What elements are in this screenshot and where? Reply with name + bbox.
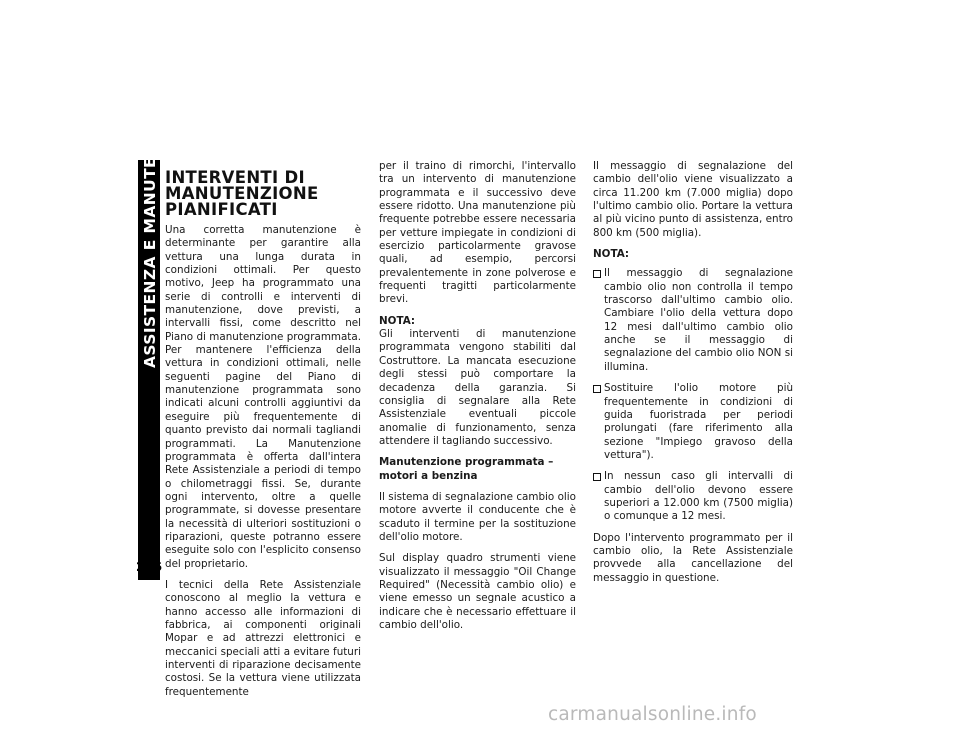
- intro-paragraph: Una corretta manutenzione è determinante per garantire alla vettura una lunga durata in condizioni ottimali. Per questo motivo, Jeep ha programmato una serie di controlli e interventi di manutenzione, dove previsti, a intervalli fissi, come descritto nel Piano di manutenzione programmata. Per mantenere l'efficienza della vettura in condizioni ottimali, nelle seguenti pagine del Piano di manutenzione programmata sono indicati alcuni controlli aggiuntivi da eseguire più frequentemente di quanto previsto dai normali tagliandi programmati. La Manutenzione programmata è offerta dall'intera Rete Assistenziale a periodi di tempo o chilometraggi fissi. Se, durante ogni intervento, oltre a quelle programmate, si dovesse presentare la necessità di ulteriori sostituzioni o riparazioni, queste potranno essere eseguite solo con l'esplicito consenso del proprietario.: [165, 224, 361, 570]
- reset-message-paragraph: Dopo l'intervento programmato per il cambio olio, la Rete Assistenziale provvede alla cancellazione del messaggio in questione.: [593, 531, 793, 584]
- list-item: In nessun caso gli intervalli di cambio dell'olio devono essere superiori a 12.000 km (7500 miglia) o comunque a 12 mesi.: [593, 470, 793, 523]
- technicians-paragraph: I tecnici della Rete Assistenziale conoscono al meglio la vettura e hanno accesso alle informazioni di fabbrica, ai componenti originali Mopar e ad attrezzi elettronici e meccanici speciali atti a evitare futuri interventi di riparazione decisamente costosi. Se la vettura viene utilizzata frequentemente: [165, 578, 361, 698]
- towing-paragraph: per il traino di rimorchi, l'intervallo tra un intervento di manutenzione programmata e il successivo deve essere ridotto. Una manutenzione più frequente potrebbe essere necessaria per vetture impiegate in condizioni di esercizio particolarmente gravose quali, ad esempio, percorsi prevalentemente in zone polverose e frequenti tragitti particolarmente brevi.: [379, 160, 576, 306]
- note-text: Gli interventi di manutenzione programmata vengono stabiliti dal Costruttore. La mancata esecuzione degli stessi può comportare la decadenza della garanzia. Si consiglia di segnalare alla Rete Assistenziale eventuali piccole anomalie di funzionamento, senza attendere il tagliando successivo.: [379, 328, 576, 447]
- title-line-2: MANUTENZIONE: [165, 184, 319, 203]
- note-label: NOTA:: [379, 314, 416, 327]
- list-item: Sostituire l'olio motore più frequentemente in condizioni di guida fuoristrada per periodi prolungati (fare riferimento alla sezione "Impiego gravoso della vettura").: [593, 382, 793, 462]
- oil-interval-paragraph: Il messaggio di segnalazione del cambio dell'olio viene visualizzato a circa 11.200 km (7.000 miglia) dopo l'ultimo cambio olio. Portare la vettura al più vicino punto di assistenza, entro 800 km (500 miglia).: [593, 160, 793, 239]
- page-title: [165, 170, 361, 218]
- checkbox-bullet-icon: [593, 473, 601, 481]
- page-number: 236: [136, 559, 163, 574]
- checkbox-bullet-icon: [593, 385, 601, 393]
- watermark-text: carmanualsonline.info: [548, 704, 757, 725]
- column-1: [165, 160, 361, 707]
- note-block: [379, 315, 576, 448]
- note-bullet-list: [593, 267, 793, 523]
- section-side-label: ASSISTENZA E MANUTENZIONE: [141, 87, 159, 368]
- column-2: [379, 160, 576, 640]
- checkbox-bullet-icon: [593, 270, 601, 278]
- column-3: [593, 160, 793, 593]
- title-line-1: INTERVENTI DI: [165, 168, 305, 187]
- note-label: NOTA:: [593, 248, 630, 261]
- subsection-heading: Manutenzione programmata – motori a benzina: [379, 456, 554, 482]
- oil-warning-paragraph: Il sistema di segnalazione cambio olio motore avverte il conducente che è scaduto il termine per la sostituzione dell'olio motore.: [379, 490, 576, 543]
- title-line-3: PIANIFICATI: [165, 200, 278, 219]
- list-item: Il messaggio di segnalazione cambio olio non controlla il tempo trascorso dall'ultimo cambio olio. Cambiare l'olio della vettura dopo 12 mesi dall'ultimo cambio olio anche se il messaggio di segnalazione del cambio olio NON si illumina.: [593, 267, 793, 374]
- display-message-paragraph: Sul display quadro strumenti viene visualizzato il messaggio "Oil Change Required" (Necessità cambio olio) e viene emesso un segnale acustico a indicare che è necessario effettuare il cambio dell'olio.: [379, 552, 576, 631]
